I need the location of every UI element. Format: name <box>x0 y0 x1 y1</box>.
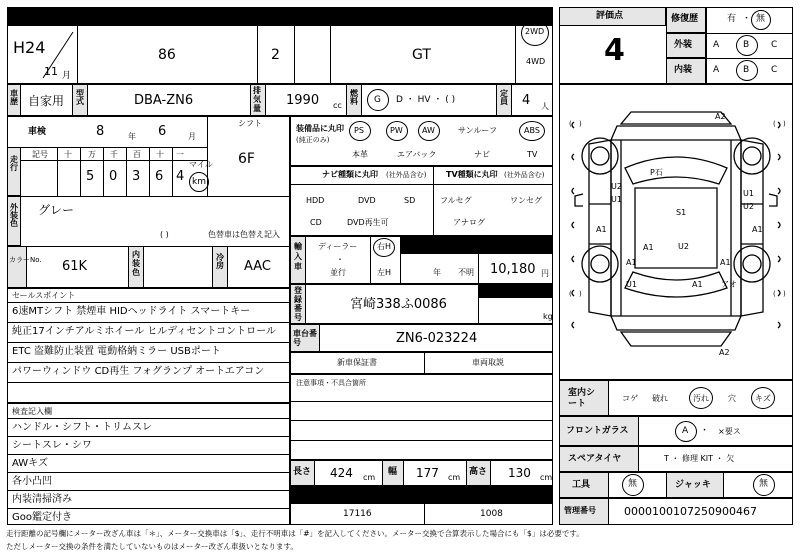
inspector-line: 各小凸凹 <box>12 476 52 487</box>
displacement: 1990 <box>286 93 320 108</box>
recycle-unit: 円 <box>541 269 549 278</box>
import-right-h: 右H <box>377 242 392 251</box>
svg-text:): ) <box>579 290 582 298</box>
warranty-box <box>290 352 553 374</box>
navi-label-sub: (社外品含む) <box>386 171 427 179</box>
displacement-unit: cc <box>333 101 342 110</box>
windshield-a: A <box>682 426 689 436</box>
chassis-value: ZN6-023224 <box>396 331 478 346</box>
mileage-label: 走行 <box>10 155 18 172</box>
equip-abs: ABS <box>524 126 540 135</box>
inspection-year: 8 <box>96 124 105 139</box>
color-note-paren: ( ) <box>160 230 169 239</box>
navi-hdd: HDD <box>306 196 325 205</box>
inspection-label: 車検 <box>28 127 47 137</box>
equip-tv: TV <box>527 150 538 159</box>
digit-label-2: 千 <box>110 150 118 159</box>
tv-analog: アナログ <box>453 218 485 227</box>
digit-label-5: 一 <box>176 150 184 159</box>
svg-text:(: ( <box>569 290 572 298</box>
navi-cd: CD <box>310 218 322 227</box>
import-parallel: 並行 <box>330 268 346 277</box>
usage-row <box>7 84 553 116</box>
interior-label: 内装 <box>674 65 693 75</box>
designation-value: 17116 <box>343 509 372 519</box>
digit-1: 5 <box>86 169 95 184</box>
jack-value: 無 <box>759 479 769 489</box>
color-value: グレー <box>38 203 75 217</box>
digit-label-0: 十 <box>64 150 72 159</box>
category-value: 1008 <box>480 509 503 519</box>
first-reg-era: H24 <box>13 38 46 57</box>
doors: 2 <box>271 47 280 63</box>
model-year-unknown: 不明 <box>458 268 474 277</box>
spare-options: T ・ 修理 KIT ・ 欠 <box>664 454 735 463</box>
month-unit: 月 <box>62 71 72 81</box>
equip-leather: 本革 <box>352 150 368 159</box>
first-reg-month: 11 <box>44 65 58 78</box>
selling-point-line: パワーウィンドウ CD再生 フォグランプ オートエアコン <box>12 366 265 377</box>
diag-label: U2 <box>743 202 754 211</box>
diag-label: S1 <box>676 208 687 217</box>
model-year-unit: 年 <box>433 268 441 277</box>
inspection-month-unit: 月 <box>188 132 196 141</box>
import-label: 輸入車 <box>294 242 302 271</box>
shift: 6F <box>238 151 255 167</box>
jack-label: ジャッキ <box>675 480 711 490</box>
designation-label: 型式指定番号 <box>327 490 382 500</box>
diag-label: A1 <box>596 225 607 234</box>
digit-4: 6 <box>155 169 164 184</box>
diag-label: A2 <box>715 112 726 121</box>
diag-label: A1 <box>752 225 763 234</box>
interior-color-label: 内装色 <box>132 250 140 277</box>
digit-label-1: 万 <box>88 150 96 159</box>
import-left-h: 左H <box>377 268 392 277</box>
equip-airbag: エアバック <box>397 150 437 159</box>
seat-burn: コゲ <box>622 394 638 403</box>
inspection-month: 6 <box>158 124 167 139</box>
repair-dot: ・ <box>742 14 752 24</box>
fuel-options: D ・ HV ・ ( ) <box>396 95 456 105</box>
equipment-sub-label: (純正のみ) <box>296 136 330 144</box>
mileage-symbol-label: 記号 <box>32 150 48 159</box>
mileage-unit: km <box>192 177 206 187</box>
tv-fullseg: フルセグ <box>440 196 472 205</box>
diag-label: P石 <box>650 168 663 177</box>
width-label: 幅 <box>388 467 398 477</box>
interior-a: A <box>713 65 720 75</box>
score-label: 評価点 <box>596 11 624 21</box>
height-value: 130 <box>508 466 531 480</box>
seat-label: 室内シート <box>568 388 596 409</box>
inspection-year-unit: 年 <box>128 132 136 141</box>
svg-text:): ) <box>579 120 582 128</box>
inspector-line: シートスレ・シワ <box>12 440 92 451</box>
navi-sd: SD <box>404 196 416 205</box>
interior-c: C <box>771 65 778 75</box>
shift-label: シフト <box>238 119 262 128</box>
digit-label-3: 百 <box>133 150 141 159</box>
repair-no: 無 <box>756 14 766 24</box>
max-load-label: 最大積載量 <box>486 286 526 295</box>
model-year-label: モデル年式 <box>419 240 464 250</box>
grade: GT <box>412 47 431 63</box>
digit-label-4: 十 <box>156 150 164 159</box>
exterior-c: C <box>771 40 778 50</box>
inspector-line: 内装清掃済み <box>12 494 72 505</box>
capacity: 4 <box>522 93 531 108</box>
first-reg-label: 初年度登録年月 <box>11 11 75 21</box>
aircon-label: 冷房 <box>216 253 224 270</box>
length-label: 長さ <box>293 467 312 477</box>
capacity-label: 定員 <box>500 89 508 106</box>
footer-line2: ただしメーター交換の条件を満たしていないものはメーター改ざん車扱いとなります。 <box>6 542 298 551</box>
chassis-label: 車台番号 <box>293 329 317 347</box>
navi-dvd-play: DVD再生可 <box>347 218 389 227</box>
inspector-line: AWキズ <box>12 458 48 469</box>
diag-label: U1 <box>611 195 622 204</box>
windshield-dot: ・ <box>700 426 710 436</box>
new-car-warranty: 新車保証書 <box>337 358 377 367</box>
tv-oneseg: ワンセグ <box>510 196 542 205</box>
diag-label: A1 <box>692 280 703 289</box>
car-name-label: 車名 <box>159 11 178 21</box>
import-dot: ・ <box>336 255 344 264</box>
diag-label: アオ <box>721 280 737 289</box>
navi-label: ナビ種類に丸印 <box>322 170 378 179</box>
height-label: 高さ <box>469 467 488 477</box>
repair-yes: 有 <box>727 14 737 24</box>
footer-line1: 走行距離の記号欄にメーター改ざん車は「＊」、メーター交換車は「$」、走行不明車は「#」を記入してください。メーター交換で合算表示した場合にも「$」は必要です。 <box>6 529 584 538</box>
seat-tear: 破れ <box>652 394 668 403</box>
svg-text:(: ( <box>773 120 776 128</box>
svg-text:): ) <box>783 290 786 298</box>
selling-points-label: セールスポイント <box>12 291 76 300</box>
exterior-b: B <box>743 40 750 50</box>
inspector-line: Goo鑑定付き <box>12 512 72 523</box>
diag-label: A1 <box>643 243 654 252</box>
diag-label: A1 <box>626 258 637 267</box>
color-no-label: カラーNo. <box>9 256 42 264</box>
navi-dvd: DVD <box>358 196 376 205</box>
registration-label: 登録番号 <box>294 286 302 322</box>
equip-sunroof: サンルーフ <box>458 126 497 135</box>
capacity-unit: 人 <box>541 102 549 111</box>
vehicle-manual: 車両取説 <box>472 358 504 367</box>
mile-label: マイル <box>189 160 213 169</box>
selling-point-line: 純正17インチアルミホイール ヒルディセントコントロール <box>12 326 276 337</box>
fuel-label: 燃料 <box>350 89 358 106</box>
drive-4wd: 4WD <box>526 57 546 66</box>
diag-label: U2 <box>611 182 622 191</box>
grade-label: グレード <box>402 11 439 21</box>
length-value: 424 <box>330 466 353 480</box>
tools-label: 工具 <box>572 480 591 490</box>
door-label: ドア <box>266 11 284 21</box>
drive-2wd: 2WD <box>525 27 545 36</box>
length-unit: cm <box>363 473 376 482</box>
selling-point-line: ETC 盗難防止装置 電動格納ミラー USBポート <box>12 346 221 357</box>
selling-point-line: 6速MTシフト 禁煙車 HIDヘッドライト スマートキー <box>12 306 251 317</box>
displacement-label: 排気量 <box>253 86 261 113</box>
category-label: 類別区分番号 <box>460 490 515 500</box>
import-dealer: ディーラー <box>318 242 358 251</box>
windshield-label: フロントガラス <box>566 426 629 436</box>
diag-label: A2 <box>719 348 730 357</box>
svg-text:(: ( <box>773 290 776 298</box>
registration-value: 宮崎338ふ0086 <box>350 297 447 312</box>
repair-label: 修復歴 <box>671 14 699 24</box>
windshield-replace: ×要ス <box>718 427 741 436</box>
seat-stain: 汚れ <box>693 394 709 403</box>
spare-label: スペアタイヤ <box>568 454 622 464</box>
fuel-g: G <box>374 95 381 105</box>
equip-navi: ナビ <box>474 150 490 159</box>
equipment-label: 装備品に丸印 <box>296 124 344 133</box>
inspector-line: ハンドル・シフト・トリムスレ <box>12 422 152 433</box>
interior-b: B <box>743 65 750 75</box>
seat-scratch: キズ <box>755 394 771 403</box>
color-note: 色替車は色替え記入 <box>208 230 280 239</box>
tv-label: TV種類に丸印 <box>446 170 498 179</box>
diag-label: U1 <box>626 280 637 289</box>
diag-label: U1 <box>743 189 754 198</box>
score-value: 4 <box>604 33 625 68</box>
seat-hole: 穴 <box>728 394 736 403</box>
bracket-l1: ( <box>569 120 572 128</box>
model-label: 型式 <box>76 89 84 106</box>
diag-label: U2 <box>678 242 689 251</box>
diag-label: A1 <box>720 258 731 267</box>
exterior-label: 外装 <box>674 40 693 50</box>
tools-value: 無 <box>628 479 638 489</box>
recycle-label: リサイクル預託金 <box>482 240 553 250</box>
management-value: 0000100107250900467 <box>624 505 757 518</box>
shape-label: 形状 <box>302 11 321 21</box>
usage-label: 車歴 <box>10 89 18 106</box>
recycle-value: 10,180 <box>490 262 536 277</box>
max-load-unit: kg <box>543 312 553 321</box>
equip-ps: PS <box>354 126 364 135</box>
tv-label-sub: (社外品含む) <box>504 171 545 179</box>
svg-text:): ) <box>783 120 786 128</box>
model-code: DBA-ZN6 <box>134 93 194 108</box>
management-label: 管理番号 <box>564 506 596 515</box>
car-name: 86 <box>158 47 176 63</box>
exterior-a: A <box>713 40 720 50</box>
digit-2: 0 <box>109 169 118 184</box>
usage-value: 自家用 <box>28 94 65 108</box>
equip-aw: AW <box>422 126 435 135</box>
width-unit: cm <box>448 473 461 482</box>
equip-pw: PW <box>390 126 403 135</box>
color-no-value: 61K <box>62 259 88 274</box>
color-label: 外装色 <box>10 203 18 228</box>
width-value: 177 <box>416 466 439 480</box>
aircon-value: AAC <box>244 259 271 274</box>
digit-5: 4 <box>176 169 185 184</box>
inspector-label: 検査記入欄 <box>12 407 52 416</box>
digit-3: 3 <box>132 169 141 184</box>
notes-label: 注意事項・不具合箇所 <box>296 379 366 387</box>
height-unit: cm <box>540 473 553 482</box>
